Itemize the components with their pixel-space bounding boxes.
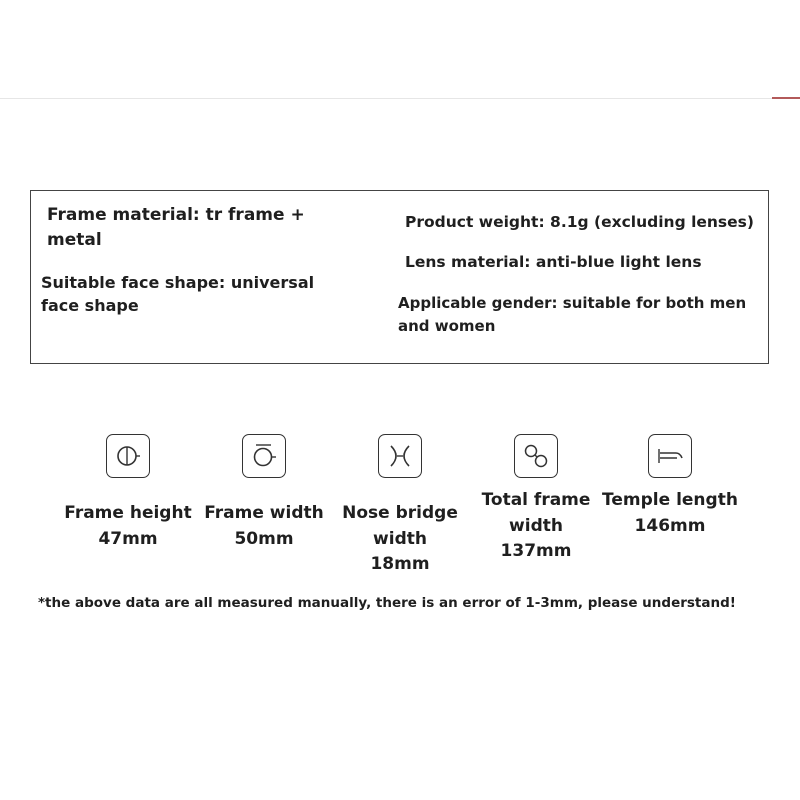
measurement-frame-width	[194, 434, 334, 552]
top-divider-accent	[772, 97, 800, 99]
measurement-temple-length	[600, 434, 740, 539]
temple-length-icon	[648, 434, 692, 478]
measurement-label: Frame width 50mm	[204, 503, 324, 549]
measurement-label: Nose bridge width 18mm	[342, 503, 458, 574]
measurement-frame-height	[58, 434, 198, 552]
measurement-label: Frame height 47mm	[64, 503, 192, 549]
nose-bridge-icon	[378, 434, 422, 478]
measurement-total-frame-width	[466, 434, 606, 565]
total-frame-width-icon	[514, 434, 558, 478]
spec-box	[30, 190, 769, 364]
frame-height-icon	[106, 434, 150, 478]
measurement-note: *the above data are all measured manually, there is an error of 1-3mm, please understand!	[38, 595, 736, 611]
measurement-label: Temple length 146mm	[602, 490, 738, 536]
spec-weight: Product weight: 8.1g (excluding lenses)	[405, 213, 754, 231]
frame-width-icon	[242, 434, 286, 478]
spec-gender: Applicable gender: suitable for both men and women	[398, 294, 747, 335]
spec-frame-material: Frame material: tr frame + metal	[47, 205, 305, 250]
measurement-label: Total frame width 137mm	[481, 490, 591, 561]
spec-lens-material: Lens material: anti-blue light lens	[405, 253, 702, 271]
spec-face-shape: Suitable face shape: universal face shape	[41, 273, 315, 316]
top-divider	[0, 98, 800, 99]
measurement-nose-bridge	[330, 434, 470, 578]
